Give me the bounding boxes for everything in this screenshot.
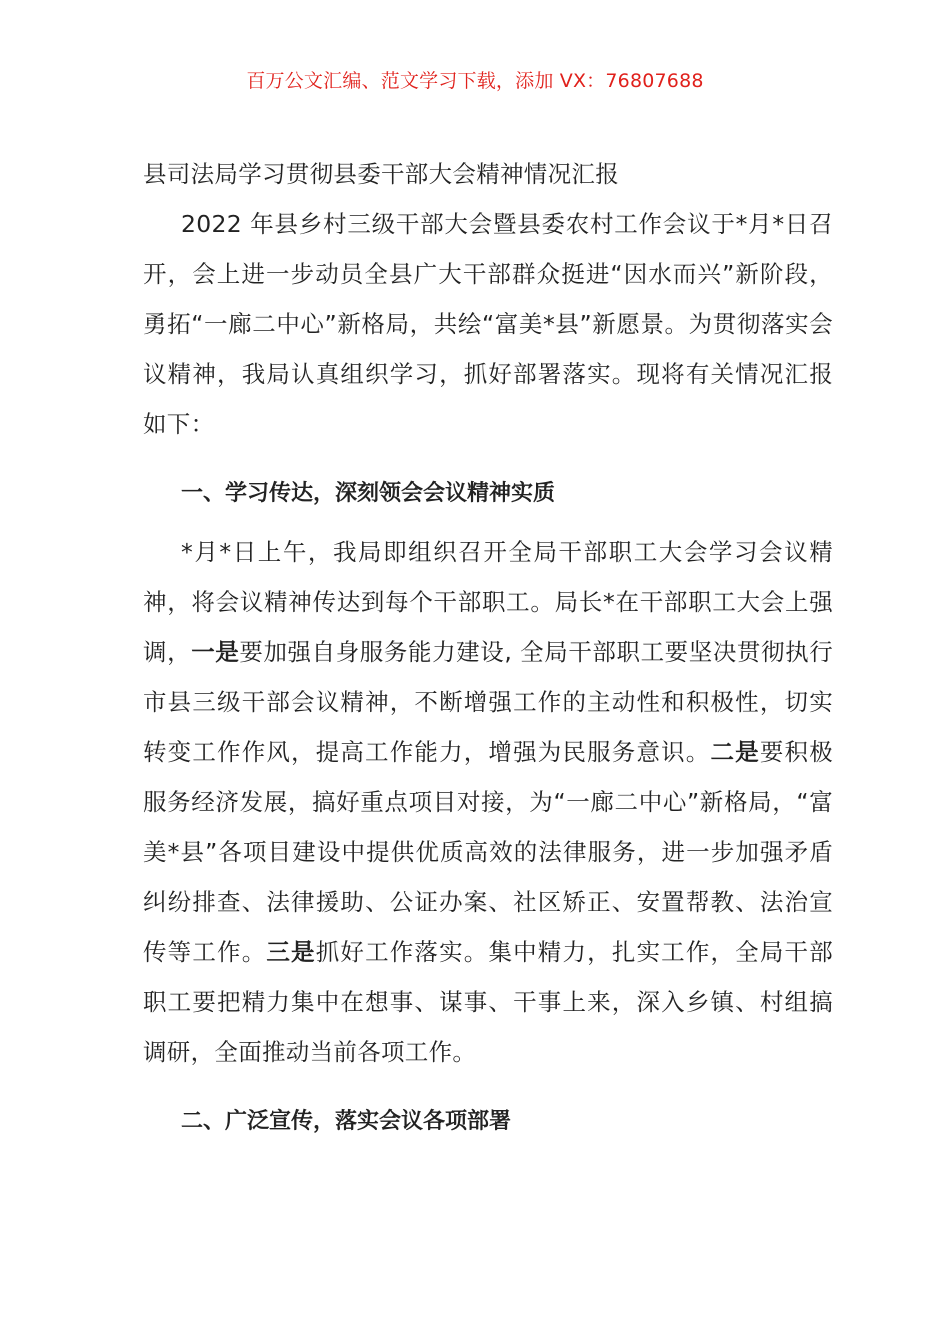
point-2-label: 二是 — [710, 738, 760, 766]
document-title: 县司法局学习贯彻县委干部大会精神情况汇报 — [143, 160, 619, 188]
section-1-text-start: *月*日上午，我局即组织召开全局干部职工大会学习会议精神，将会议精神传达到每个干部职工。局长*在干部职工大会上强调， — [143, 538, 833, 666]
section-1-heading: 一、学习传达，深刻领会会议精神实质 — [181, 481, 556, 506]
intro-paragraph: 2022 年县乡村三级干部大会暨县委农村工作会议于*月*日召开，会上进一步动员全县广大干部群众挺进“因水而兴”新阶段，勇拓“一廊二中心”新格局，共绘“富美*县”新愿景。为贯彻落实会议精神，我局认真组织学习，抓好部署落实。现将有关情况汇报如下： — [143, 210, 833, 438]
section-1-text-mid2: 要积极服务经济发展，搞好重点项目对接，为“一廊二中心”新格局，“富美*县”各项目建设中提供优质高效的法律服务，进一步加强矛盾纠纷排查、法律援助、公证办案、社区矫正、安置帮教、法治宣传等工作。 — [143, 738, 833, 966]
section-1-text-end: 抓好工作落实。集中精力，扎实工作，全局干部职工要把精力集中在想事、谋事、干事上来，深入乡镇、村组搞调研，全面推动当前各项工作。 — [143, 938, 833, 1066]
document-body — [143, 149, 833, 1137]
watermark-text: 百万公文汇编、范文学习下载，添加 VX：76807688 — [246, 70, 704, 92]
point-3-label: 三是 — [266, 938, 316, 966]
point-1-label: 一是 — [191, 638, 240, 666]
section-1-text-mid1: 要加强自身服务能力建设, 全局干部职工要坚决贯彻执行市县三级干部会议精神，不断增强工作的主动性和积极性，切实转变工作作风，提高工作能力，增强为民服务意识。 — [143, 638, 833, 766]
section-1-paragraph — [143, 527, 833, 1077]
section-2-heading: 二、广泛宣传，落实会议各项部署 — [181, 1109, 512, 1134]
